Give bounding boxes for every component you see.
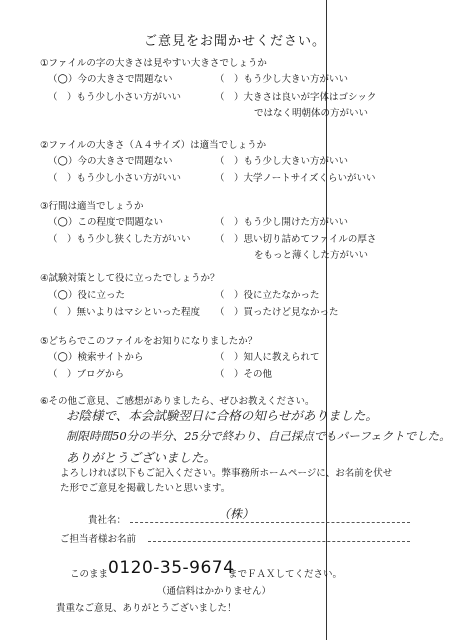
q1-option-1-label: 今の大きさで問題ない — [77, 74, 173, 85]
contact-name-label: ご担当者様お名前 — [60, 534, 137, 545]
q4-option-3[interactable]: （ ）無いよりはマシといった程度 — [48, 307, 201, 318]
question-3: ③行間は適当でしょうか — [40, 201, 144, 212]
q3-option-1[interactable]: （○）この程度で問題ない — [48, 214, 164, 228]
q4-option-1-mark: ○ — [57, 287, 68, 301]
question-2: ②ファイルの大きさ（Ａ４サイズ）は適当でしょうか — [40, 140, 267, 151]
fax-prefix: このまま — [70, 569, 109, 580]
q4-option-2[interactable]: （ ）役に立たなかった — [215, 290, 320, 301]
fax-number[interactable]: 0120-35-9674 — [108, 558, 235, 578]
q2-option-4[interactable]: （ ）大学ノートサイズくらいがいい — [215, 173, 376, 184]
company-name-label: 貴社名： — [88, 515, 127, 526]
q1-option-2[interactable]: （ ）もう少し大きい方がいい — [215, 74, 349, 85]
company-name-value[interactable]: （株） — [218, 507, 255, 521]
q4-option-1-label: 役に立った — [77, 290, 126, 301]
q4-option-3-label: 無いよりはマシといった程度 — [76, 307, 201, 318]
q1-option-4-note: ではなく明朝体の方がいい — [254, 108, 369, 119]
q1-option-3[interactable]: （ ）もう少し小さい方がいい — [48, 92, 182, 103]
q2-option-3-label: もう少し小さい方がいい — [76, 173, 182, 184]
q2-option-1-label: 今の大きさで問題ない — [77, 156, 173, 167]
q4-option-2-label: 役に立たなかった — [243, 290, 320, 301]
question-1: ①ファイルの字の大きさは見やすい大きさでしょうか — [40, 58, 267, 69]
q2-option-1[interactable]: （○）今の大きさで問題ない — [48, 153, 173, 167]
q1-option-1[interactable]: （○）今の大きさで問題ない — [48, 71, 173, 85]
q1-option-4[interactable]: （ ）大きさは良いが字体はゴシック — [215, 92, 377, 103]
question-5: ⑤どちらでこのファイルをお知りになりましたか？ — [40, 336, 258, 347]
q5-option-4-label: その他 — [243, 369, 273, 380]
question-4: ④試験対策として役に立ったでしょうか？ — [40, 273, 220, 284]
q1-option-4-label: 大きさは良いが字体はゴシック — [243, 92, 377, 103]
q4-option-4-label: 買ったけど見なかった — [243, 307, 339, 318]
q5-option-1-label: 検索サイトから — [77, 352, 144, 363]
page-title: ご意見をお聞かせください。 — [143, 34, 326, 49]
q5-option-2-label: 知人に教えられて — [243, 352, 320, 363]
question-6: ⑥その他ご意見、ご感想がありましたら、ぜひお教えください。 — [40, 396, 315, 407]
q2-option-2-label: もう少し大きい方がいい — [243, 156, 349, 167]
publish-note-line-2: た形でご意見を掲載したいと思います。 — [60, 483, 231, 494]
q3-option-3[interactable]: （ ）もう少し狭くした方がいい — [48, 234, 191, 245]
q5-option-4[interactable]: （ ）その他 — [215, 369, 273, 380]
fax-free-note: （通信料はかかりません） — [157, 586, 272, 597]
comment-line-1: お陰様で、本会試験翌日に合格の知らせがありました。 — [66, 408, 378, 423]
q1-option-2-label: もう少し大きい方がいい — [243, 74, 349, 85]
q3-option-4-note: をもっと薄くした方がいい — [254, 250, 369, 261]
q3-option-2[interactable]: （ ）もう少し開けた方がいい — [215, 217, 349, 228]
company-name-line — [130, 522, 410, 523]
q2-option-2[interactable]: （ ）もう少し大きい方がいい — [215, 156, 349, 167]
fax-instruction: までＦＡＸしてください。 — [228, 569, 343, 580]
q2-option-4-label: 大学ノートサイズくらいがいい — [243, 173, 376, 184]
closing-message: 貴重なご意見、ありがとうございました！ — [56, 603, 237, 614]
q1-option-3-label: もう少し小さい方がいい — [76, 92, 182, 103]
q3-option-1-mark: ○ — [57, 214, 68, 228]
q4-option-1[interactable]: （○）役に立った — [48, 287, 126, 301]
publish-note-line-1: よろしければ以下もご記入ください。弊事務所ホームページに、お名前を伏せ — [60, 468, 393, 479]
q5-option-2[interactable]: （ ）知人に教えられて — [215, 352, 320, 363]
q3-option-1-label: この程度で問題ない — [77, 217, 164, 228]
q3-option-3-label: もう少し狭くした方がいい — [76, 234, 191, 245]
q5-option-1-mark: ○ — [57, 349, 68, 363]
q3-option-2-label: もう少し開けた方がいい — [243, 217, 349, 228]
q2-option-3[interactable]: （ ）もう少し小さい方がいい — [48, 173, 182, 184]
q3-option-4[interactable]: （ ）思い切り詰めてファイルの厚さ — [215, 234, 377, 245]
q1-option-1-mark: ○ — [57, 71, 68, 85]
q4-option-4[interactable]: （ ）買ったけど見なかった — [215, 307, 339, 318]
comment-line-3: ありがとうございました。 — [66, 450, 217, 465]
comment-line-2: 制限時間50分の半分、25分で終わり、自己採点でもパーフェクトでした。 — [66, 429, 451, 443]
contact-name-line — [148, 541, 410, 542]
q5-option-3[interactable]: （ ）ブログから — [48, 369, 125, 380]
q3-option-4-label: 思い切り詰めてファイルの厚さ — [243, 234, 377, 245]
q5-option-1[interactable]: （○）検索サイトから — [48, 349, 144, 363]
q5-option-3-label: ブログから — [76, 369, 125, 380]
q2-option-1-mark: ○ — [57, 153, 68, 167]
